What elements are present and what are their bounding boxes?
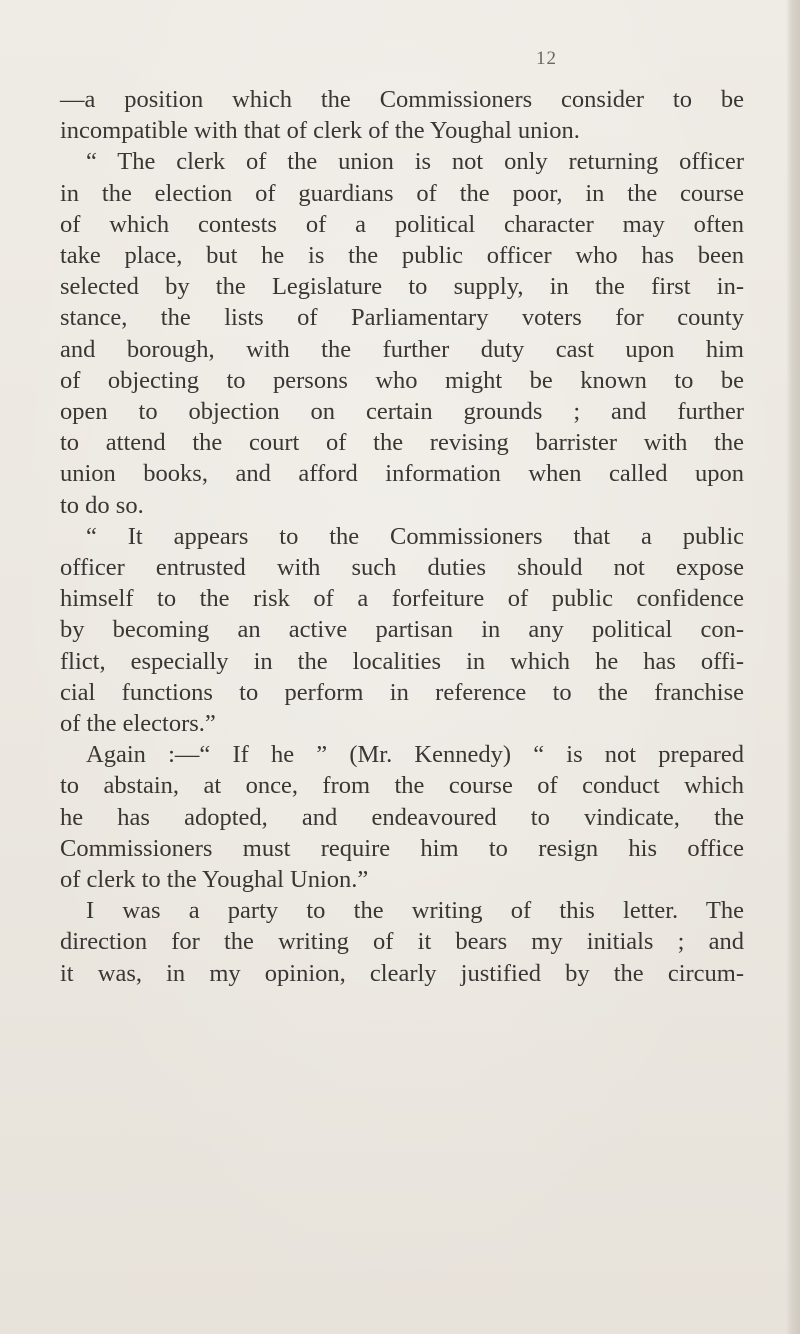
text-line: to do so. — [60, 491, 144, 519]
text-line: Commissioners must require him to resign his office — [60, 834, 744, 862]
text-line: of the electors.” — [60, 710, 216, 738]
text-line: of which contests of a political character may often — [60, 210, 744, 238]
text-line: selected by the Legislature to supply, in the first in- — [60, 273, 744, 301]
text-line: flict, especially in the localities in which he has offi- — [60, 647, 744, 675]
text-line: of clerk to the Youghal Union.” — [60, 866, 369, 894]
text-line: stance, the lists of Parliamentary voters for county — [60, 304, 744, 332]
page-number: 12 — [536, 48, 557, 69]
text-line: of objecting to persons who might be known to be — [60, 366, 744, 394]
text-line: —a position which the Commissioners consider to be — [60, 86, 744, 113]
text-line: in the election of guardians of the poor, in the course — [60, 179, 744, 207]
text-line: union books, and afford information when called upon — [60, 460, 744, 488]
text-line: direction for the writing of it bears my initials ; and — [60, 928, 744, 956]
text-line: by becoming an active partisan in any political con- — [60, 616, 744, 644]
text-line: incompatible with that of clerk of the Youghal union. — [60, 117, 580, 145]
body-text — [60, 84, 744, 989]
text-line: officer entrusted with such duties should not expose — [60, 554, 744, 582]
text-line: “ The clerk of the union is not only returning officer — [86, 148, 744, 176]
text-line: to attend the court of the revising barrister with the — [60, 429, 744, 457]
text-line: himself to the risk of a forfeiture of public confidence — [60, 585, 744, 613]
text-line: and borough, with the further duty cast upon him — [60, 335, 744, 363]
text-line: I was a party to the writing of this letter. The — [86, 897, 744, 925]
text-line: “ It appears to the Commissioners that a public — [86, 522, 744, 550]
text-line: cial functions to perform in reference to the franchise — [60, 678, 744, 706]
text-line: he has adopted, and endeavoured to vindicate, the — [60, 803, 744, 831]
text-line: take place, but he is the public officer who has been — [60, 242, 744, 270]
text-line: open to objection on certain grounds ; and further — [60, 398, 744, 426]
text-line: Again :—“ If he ” (Mr. Kennedy) “ is not prepared — [86, 741, 744, 769]
page-edge-shadow — [786, 0, 800, 1334]
text-line: to abstain, at once, from the course of conduct which — [60, 772, 744, 800]
text-line: it was, in my opinion, clearly justified by the circum- — [60, 959, 744, 987]
